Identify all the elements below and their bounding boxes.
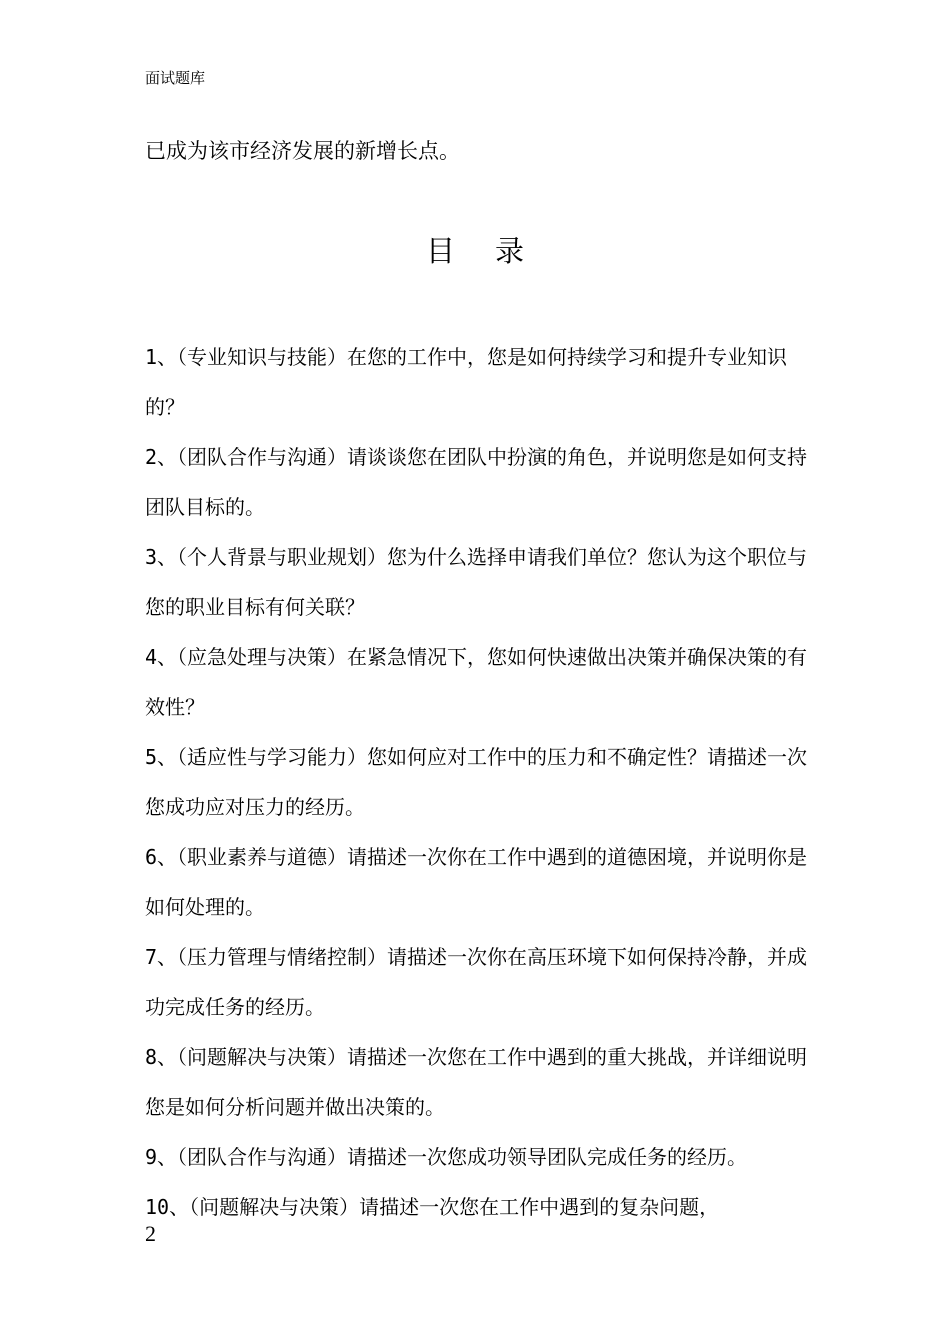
toc-item-number: 7、 xyxy=(145,945,178,969)
toc-item-9 xyxy=(145,1132,825,1182)
toc-item-number: 8、 xyxy=(145,1045,178,1069)
toc-item-text: （压力管理与情绪控制）请描述一次你在高压环境下如何保持冷静，并成功完成任务的经历。 xyxy=(145,945,808,1019)
toc-item-text: （团队合作与沟通）请描述一次您成功领导团队完成任务的经历。 xyxy=(177,1145,748,1169)
toc-item-7 xyxy=(145,932,825,1032)
toc-item-number: 1、 xyxy=(145,345,178,369)
toc-item-8 xyxy=(145,1032,825,1132)
toc-item-text: （问题解决与决策）请描述一次您在工作中遇到的复杂问题， xyxy=(189,1195,720,1219)
toc-title: 目录 xyxy=(425,234,564,268)
toc-item-number: 2、 xyxy=(145,445,178,469)
toc-item-number: 9、 xyxy=(145,1145,178,1169)
toc-item-2 xyxy=(145,432,825,532)
intro-text: 已成为该市经济发展的新增长点。 xyxy=(145,139,460,163)
toc-item-number: 10、 xyxy=(145,1195,190,1219)
toc-item-10 xyxy=(145,1182,825,1232)
toc-item-1 xyxy=(145,332,825,432)
toc-item-text: （适应性与学习能力）您如何应对工作中的压力和不确定性？请描述一次您成功应对压力的经历。 xyxy=(145,745,808,819)
toc-item-number: 5、 xyxy=(145,745,178,769)
toc-item-text: （问题解决与决策）请描述一次您在工作中遇到的重大挑战，并详细说明您是如何分析问题并做出决策的。 xyxy=(145,1045,808,1119)
toc-item-number: 3、 xyxy=(145,545,178,569)
toc-item-text: （职业素养与道德）请描述一次你在工作中遇到的道德困境，并说明你是如何处理的。 xyxy=(145,845,808,919)
toc-list xyxy=(145,332,825,1232)
toc-item-3 xyxy=(145,532,825,632)
toc-item-text: （团队合作与沟通）请谈谈您在团队中扮演的角色，并说明您是如何支持团队目标的。 xyxy=(145,445,808,519)
page-header: 面试题库 xyxy=(145,69,206,87)
toc-item-text: （个人背景与职业规划）您为什么选择申请我们单位？您认为这个职位与您的职业目标有何关联？ xyxy=(145,545,808,619)
toc-item-number: 6、 xyxy=(145,845,178,869)
toc-item-number: 4、 xyxy=(145,645,178,669)
toc-item-5 xyxy=(145,732,825,832)
toc-item-4 xyxy=(145,632,825,732)
page-number: 2 xyxy=(145,1221,156,1246)
toc-item-text: （专业知识与技能）在您的工作中，您是如何持续学习和提升专业知识的？ xyxy=(145,345,788,419)
toc-item-6 xyxy=(145,832,825,932)
toc-item-text: （应急处理与决策）在紧急情况下，您如何快速做出决策并确保决策的有效性？ xyxy=(145,645,808,719)
